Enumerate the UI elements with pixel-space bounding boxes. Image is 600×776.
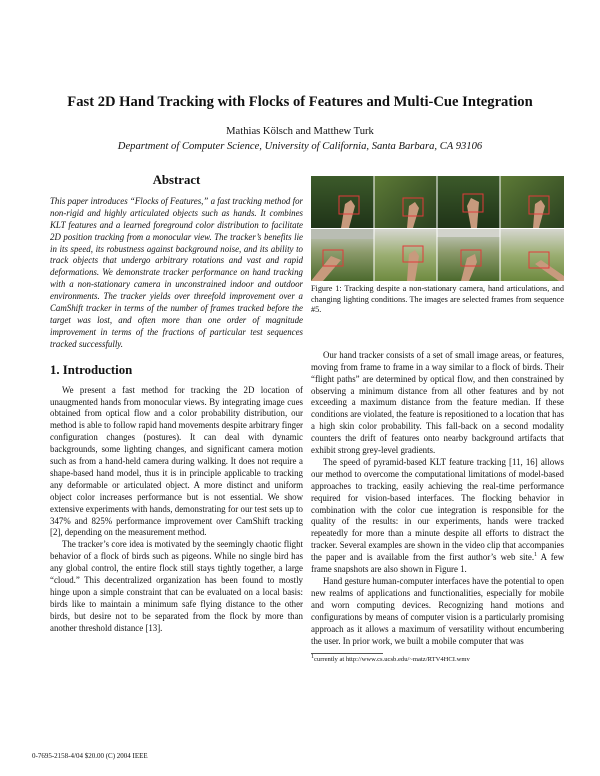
- frame-4: [500, 176, 564, 228]
- abstract-text: This paper introduces “Flocks of Features,” a fast tracking method for non-rigid and highly articulated objects such as hands. It combines KLT features and a learned foreground color distribution to facilitate 2D position tracking from a monocular view. The tracker’s benefits lie in its speed, its robustness against background noise, and its ability to track objects that undergo arbitrary rotations and vast and rapid deformations. We demonstrate tracker performance on hand tracking with a non-stationary camera in unconstrained indoor and outdoor environments. The tracker yields over threefold improvement over a CamShift tracker in terms of the number of frames tracked before the target was lost, and often more than one order of magnitude improvement in terms of the fractions of particular test sequences tracked successfully.: [50, 195, 303, 349]
- footnote-reference: 1: [534, 552, 538, 559]
- page-footer: 0-7695-2158-4/04 $20.00 (C) 2004 IEEE: [32, 752, 148, 760]
- frame-7: [437, 229, 500, 281]
- frame-2: [374, 176, 437, 228]
- paper-authors: Mathias Kölsch and Matthew Turk: [226, 126, 374, 137]
- intro-paragraph-2: The tracker’s core idea is motivated by the seemingly chaotic flight behavior of a flock of birds such as pigeons. While no single bird has any global control, the entire flock still stays tightly together, a large “cloud.” This decentralized organization has been found to mostly hinge upon a simple constraint that can be evaluated on a local basis: birds like to maintain a minimum safe flying distance to the other birds, but desire not to be separated from the flock by more than another threshold distance [13].: [50, 539, 303, 633]
- intro-paragraph-1: We present a fast method for tracking the 2D location of unaugmented hands from monocular views. By integrating image cues obtained from optical flow and a color probability distribution, our method is able to follow rapid hand movements despite arbitrary finger configuration changes (postures). It can deal with dynamic backgrounds, some lighting changes, and significant camera motion such as from a hand-held camera during walking. It does not require a shape-based hand model, thus it is in principle applicable to tracking any deformable or articulated object. A more distinct and uniform object color increases performance but is not essential. We show extensive experiments with hands, demonstrating for our test sets up to 347% and 825% performance improvement over CamShift tracking [2], depending on the measurement method.: [50, 384, 303, 538]
- right-paragraph-2: [311, 457, 564, 576]
- figure-1: [311, 176, 564, 281]
- figure-1-caption: Figure 1: Tracking despite a non-stationary camera, hand articulations, and changing lighting conditions. The images are selected frames from sequence #5.: [311, 284, 564, 315]
- right-paragraph-2-body: The speed of pyramid-based KLT feature tracking [11, 16] allows our method to overcome the computational limitations of model-based approaches to tracking, easily achieving the real-time performance required for vision-based interfaces. The flocking behavior in combination with the color cue integration is responsible for the quality of the results: in our experiments, hands were tracked repeatedly for more than a minute despite all efforts to distract the tracker. Several examples are shown in the video clip that accompanies the paper and is available from the first author’s web site.: [311, 456, 564, 563]
- frame-1: [311, 176, 374, 228]
- figure-1-frames: [311, 176, 564, 281]
- right-paragraph-3: Hand gesture human-computer interfaces have the potential to open new realms of applications and functionalities, especially for mobile and worn computing devices. Recognizing hand motions and configurations by means of computer vision is a particularly promising approach as it allows a maximum of versatility without encumbering the user. In prior work, we built a mobile computer that was: [311, 576, 564, 646]
- frame-5: [311, 229, 374, 281]
- abstract-heading: Abstract: [152, 173, 201, 187]
- footnote: [311, 656, 564, 664]
- paper-affiliation: Department of Computer Science, University of California, Santa Barbara, CA 93106: [117, 141, 483, 152]
- frame-8: [500, 229, 564, 281]
- footnote-mark: 1: [311, 654, 314, 661]
- introduction-heading: 1. Introduction: [50, 362, 133, 377]
- frame-6: [374, 229, 437, 281]
- footnote-text: currently at http://www.cs.ucsb.edu/~matz/RTV4HCI.wmv: [314, 656, 470, 664]
- right-paragraph-2-tail: A few frame snapshots are also shown in Figure 1.: [311, 552, 564, 575]
- footnote-divider: [311, 653, 383, 654]
- paper-title: Fast 2D Hand Tracking with Flocks of Features and Multi-Cue Integration: [67, 94, 533, 110]
- frame-3: [437, 176, 500, 228]
- right-column: [311, 176, 564, 664]
- right-paragraph-1: Our hand tracker consists of a set of small image areas, or features, moving from frame to frame in a way similar to a flock of birds. Their “flight paths” are determined by optical flow, and then constrained by observing a minimum distance from all other features and by not exceeding a maximum distance from the feature median. If these conditions are violated, the feature is repositioned to a location that has a high skin color probability. This fall-back on a second modality counters the drift of features onto nearby background artifacts that exhibit strong grey-level gradients.: [311, 349, 564, 456]
- left-column: [50, 175, 303, 635]
